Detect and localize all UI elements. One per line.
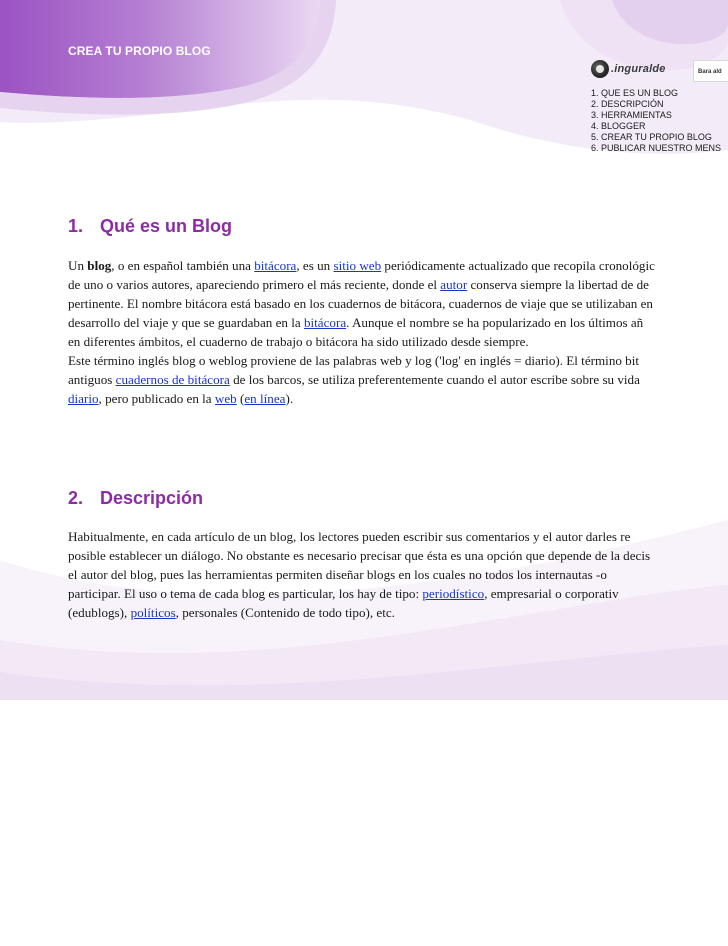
text-run: , es un [296,258,334,273]
text-run: . Aunque el nombre se ha popularizado en los últimos añ [346,315,644,330]
text-run: antiguos [68,372,116,387]
paragraph-description [68,527,728,622]
text-run: posible establecer un diálogo. No obstante es necesario precisar que ésta es una opción que depende de la decis [68,548,651,563]
text-line [68,313,728,332]
text-line [68,351,728,370]
section-title: Descripción [100,488,204,508]
text-run: participar. El uso o tema de cada blog es particular, los hay de tipo: [68,586,423,601]
toc-item: 6. PUBLICAR NUESTRO MENS [591,143,722,153]
text-line [68,603,728,622]
toc-item: 1. QUE ES UN BLOG [591,88,679,98]
section-title: Qué es un Blog [100,216,233,236]
text-run: , o en español también una [111,258,255,273]
text-line [68,332,728,351]
inguralde-logo [591,58,666,80]
toc-item: 3. HERRAMIENTAS [591,110,672,120]
text-line [68,565,728,584]
text-run: de uno o varios autores, apareciendo primero el más reciente, donde el [68,277,441,292]
section-heading-descripcion [68,488,203,509]
text-line [68,527,728,546]
section-number: 1. [68,216,84,236]
link-politicos[interactable]: políticos [130,605,176,620]
text-line [68,370,728,389]
text-run: , empresarial o corporativ [484,586,619,601]
section-number: 2. [68,488,84,508]
text-run: Habitualmente, en cada artículo de un blog, los lectores pueden escribir sus comentarios y el autor darles re [68,529,631,544]
link-cuadernos-de-bitacora[interactable]: cuadernos de bitácora [115,372,230,387]
table-of-contents [591,88,728,154]
bold-term: blog [87,258,112,273]
link-bitacora[interactable]: bitácora [254,258,297,273]
text-run: ( [236,391,245,406]
text-run: conserva siempre la libertad de de [467,277,649,292]
text-run: de los barcos, se utiliza preferentemente cuando el autor escribe sobre su vida [229,372,640,387]
header-title: CREA TU PROPIO BLOG [68,44,211,58]
paragraph-etymology [68,351,728,408]
link-autor[interactable]: autor [440,277,468,292]
text-run: ). [285,391,294,406]
text-run: (edublogs), [68,605,131,620]
link-diario[interactable]: diario [68,391,99,406]
link-bitacora-2[interactable]: bitácora [303,315,347,330]
text-line [68,256,728,275]
text-run: Un [68,258,88,273]
text-line [68,546,728,565]
text-line [68,584,728,603]
text-run: en diferentes ámbitos, el cuaderno de trabajo o bitácora ha sido utilizado desde siempre. [68,334,529,349]
section-heading-que-es-un-blog [68,216,232,237]
paragraph-definition [68,256,728,351]
link-periodistico[interactable]: periodístico [422,586,485,601]
text-run: Este término inglés blog o weblog proviene de las palabras web y log ('log' en inglés = diario). El término bit [68,353,640,368]
link-web[interactable]: web [214,391,237,406]
text-run: pertinente. El nombre bitácora está basado en los cuadernos de bitácora, cuadernos de viaje que se utilizaban en [68,296,653,311]
link-sitio-web[interactable]: sitio web [333,258,382,273]
text-run: el autor del blog, pues las herramientas permiten diseñar blogs en los cuales no todos los internautas -o [68,567,607,582]
toc-item: 5. CREAR TU PROPIO BLOG [591,132,712,142]
toc-item: 2. DESCRIPCIÓN [591,99,664,109]
text-line [68,275,728,294]
bara-logo: Bara ald [693,60,728,82]
text-line [68,294,728,313]
text-line [68,389,728,408]
link-en-linea[interactable]: en línea [244,391,286,406]
text-run: , pero publicado en la [98,391,215,406]
inguralde-logo-text: .inguralde [611,63,666,75]
text-run: , personales (Contenido de todo tipo), etc. [175,605,395,620]
inguralde-logo-icon [591,60,609,78]
text-run: periódicamente actualizado que recopila cronológic [381,258,655,273]
toc-item: 4. BLOGGER [591,121,646,131]
text-run: desarrollo del viaje y que se guardaban en la [68,315,304,330]
